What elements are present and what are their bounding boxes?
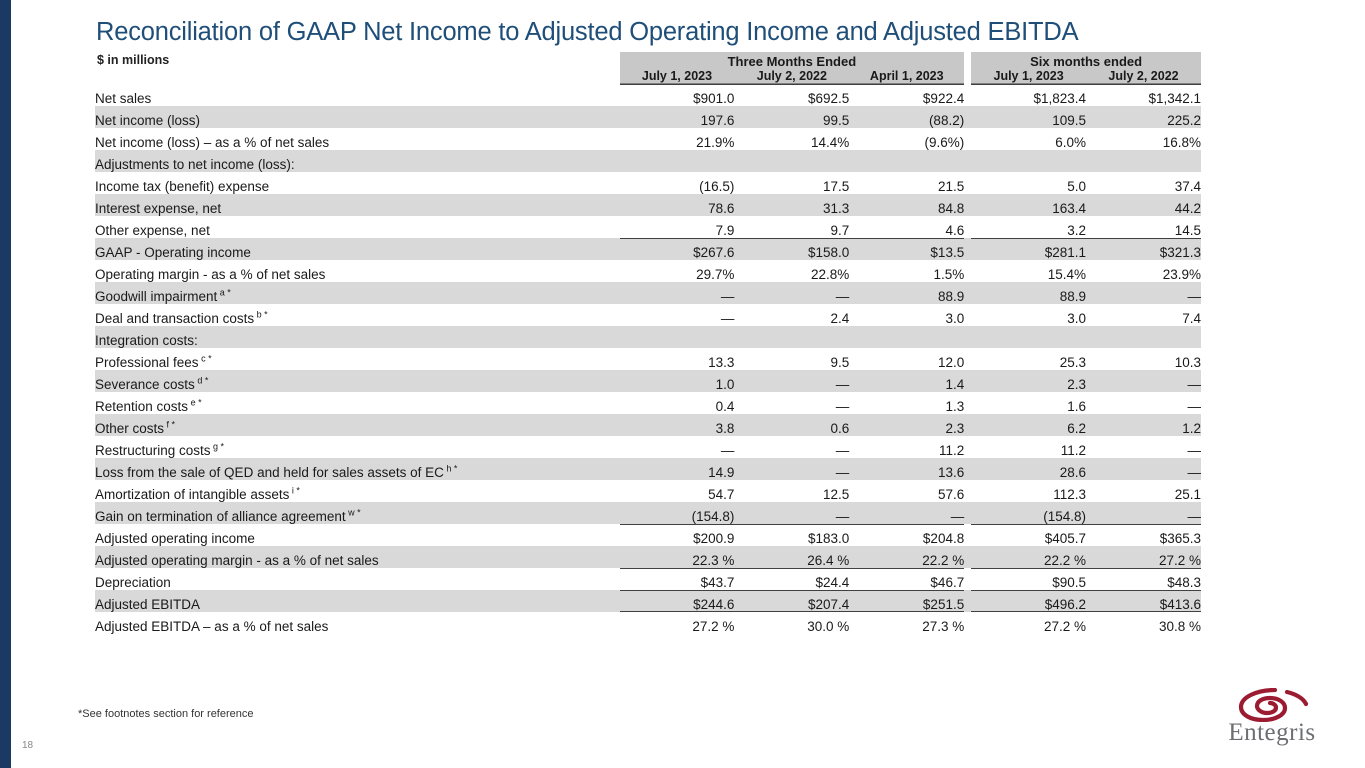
row-label: Adjusted EBITDA – as a % of net sales (95, 612, 620, 634)
column-gap (964, 370, 971, 392)
row-value: 11.2 (971, 436, 1086, 458)
row-value: $267.6 (620, 238, 735, 260)
table-row (95, 502, 1201, 524)
column-gap (964, 502, 971, 524)
row-value: 5.0 (971, 172, 1086, 194)
row-value (849, 150, 964, 172)
row-value: (9.6%) (849, 128, 964, 150)
row-value: 31.3 (734, 194, 849, 216)
left-accent-bar (0, 0, 11, 768)
row-value: 2.3 (849, 414, 964, 436)
table-row (95, 546, 1201, 568)
row-value (849, 326, 964, 348)
table-row (95, 612, 1201, 634)
units-label-cell (95, 52, 620, 69)
row-value: 57.6 (849, 480, 964, 502)
row-value: 2.3 (971, 370, 1086, 392)
row-value: 1.5% (849, 260, 964, 282)
row-value: 11.2 (849, 436, 964, 458)
row-value: 78.6 (620, 194, 735, 216)
row-value (971, 150, 1086, 172)
table-row (95, 128, 1201, 150)
row-value: — (734, 502, 849, 524)
footnote-marker: i * (289, 485, 300, 496)
table-row (95, 216, 1201, 238)
column-header-1: July 2, 2022 (734, 69, 849, 84)
row-value (1086, 150, 1201, 172)
row-value: 44.2 (1086, 194, 1201, 216)
column-gap (964, 546, 971, 568)
row-value: $244.6 (620, 590, 735, 612)
row-value: (154.8) (971, 502, 1086, 524)
row-value: $24.4 (734, 568, 849, 590)
row-value: 22.2 % (849, 546, 964, 568)
row-value: 22.8% (734, 260, 849, 282)
column-header-2: April 1, 2023 (849, 69, 964, 84)
row-value: 37.4 (1086, 172, 1201, 194)
table-row (95, 348, 1201, 370)
row-label: Loss from the sale of QED and held for sales assets of EC $^{h *}$ (95, 458, 620, 480)
group-header-three-months: Three Months Ended (620, 52, 965, 69)
table-row (95, 524, 1201, 546)
column-gap (964, 238, 971, 260)
row-value: 27.2 % (971, 612, 1086, 634)
row-label: Net income (loss) (95, 106, 620, 128)
row-value: (154.8) (620, 502, 735, 524)
row-value: 54.7 (620, 480, 735, 502)
column-gap (964, 84, 971, 107)
column-gap (964, 282, 971, 304)
footnote-marker: w * (345, 507, 361, 518)
row-value: 17.5 (734, 172, 849, 194)
row-value: — (734, 458, 849, 480)
table-row (95, 260, 1201, 282)
column-gap (964, 172, 971, 194)
column-gap (964, 304, 971, 326)
row-value: 15.4% (971, 260, 1086, 282)
table-row (95, 590, 1201, 612)
row-value: — (1086, 458, 1201, 480)
column-gap (964, 612, 971, 634)
row-value: 2.4 (734, 304, 849, 326)
column-gap (964, 480, 971, 502)
row-value: 21.9% (620, 128, 735, 150)
table-row (95, 84, 1201, 107)
row-value: $1,823.4 (971, 84, 1086, 107)
column-header-0: July 1, 2023 (620, 69, 735, 84)
row-value: 1.4 (849, 370, 964, 392)
row-value: 12.0 (849, 348, 964, 370)
table-row (95, 370, 1201, 392)
column-gap (964, 524, 971, 546)
row-value: $321.3 (1086, 238, 1201, 260)
row-value (620, 326, 735, 348)
row-value: $692.5 (734, 84, 849, 107)
row-value: — (1086, 370, 1201, 392)
row-value: 3.0 (971, 304, 1086, 326)
table-row (95, 282, 1201, 304)
column-gap (964, 568, 971, 590)
row-value: $183.0 (734, 524, 849, 546)
row-value: $43.7 (620, 568, 735, 590)
row-label: Other expense, net (95, 216, 620, 238)
row-label: Professional fees $^{c *}$ (95, 348, 620, 370)
row-value: 12.5 (734, 480, 849, 502)
table-row (95, 194, 1201, 216)
column-gap (964, 348, 971, 370)
row-value: 88.9 (849, 282, 964, 304)
row-value: 3.0 (849, 304, 964, 326)
row-value: 30.0 % (734, 612, 849, 634)
row-value (971, 326, 1086, 348)
row-value (734, 326, 849, 348)
column-gap (964, 392, 971, 414)
row-value: 9.5 (734, 348, 849, 370)
row-value: 84.8 (849, 194, 964, 216)
column-header-gap (964, 69, 971, 84)
row-value: 14.5 (1086, 216, 1201, 238)
row-label: Depreciation (95, 568, 620, 590)
column-gap (964, 414, 971, 436)
table-row (95, 414, 1201, 436)
row-value: (88.2) (849, 106, 964, 128)
footnote-marker: h * (443, 463, 458, 474)
page-title: Reconciliation of GAAP Net Income to Adjusted Operating Income and Adjusted EBITDA (96, 18, 1079, 46)
row-value: 14.4% (734, 128, 849, 150)
row-value (1086, 326, 1201, 348)
row-value: $158.0 (734, 238, 849, 260)
row-value: 10.3 (1086, 348, 1201, 370)
row-value: 28.6 (971, 458, 1086, 480)
row-value: — (734, 370, 849, 392)
row-value: — (620, 304, 735, 326)
units-label: $ in millions (97, 53, 170, 67)
row-value: 14.9 (620, 458, 735, 480)
row-label: Adjusted EBITDA (95, 590, 620, 612)
row-value: — (849, 502, 964, 524)
company-logo (1207, 688, 1337, 750)
row-value: 13.6 (849, 458, 964, 480)
row-value: $13.5 (849, 238, 964, 260)
row-value: 1.0 (620, 370, 735, 392)
row-value: 163.4 (971, 194, 1086, 216)
row-value: — (620, 282, 735, 304)
reconciliation-table (95, 52, 1201, 634)
row-value: 112.3 (971, 480, 1086, 502)
row-value: 6.2 (971, 414, 1086, 436)
row-value: 1.6 (971, 392, 1086, 414)
row-value: 109.5 (971, 106, 1086, 128)
row-value: $204.8 (849, 524, 964, 546)
table-row (95, 326, 1201, 348)
row-label: Operating margin - as a % of net sales (95, 260, 620, 282)
table-body (95, 84, 1201, 635)
row-value: $200.9 (620, 524, 735, 546)
table-row (95, 106, 1201, 128)
row-value: — (734, 436, 849, 458)
row-value: $405.7 (971, 524, 1086, 546)
row-value: — (734, 282, 849, 304)
row-value: 1.2 (1086, 414, 1201, 436)
row-value: 7.4 (1086, 304, 1201, 326)
row-value: 225.2 (1086, 106, 1201, 128)
column-gap (964, 106, 971, 128)
table-row (95, 568, 1201, 590)
row-value: $496.2 (971, 590, 1086, 612)
row-value: $48.3 (1086, 568, 1201, 590)
row-value: 7.9 (620, 216, 735, 238)
group-header-gap (964, 52, 971, 69)
row-value: 29.7% (620, 260, 735, 282)
row-value: 0.6 (734, 414, 849, 436)
row-label: Goodwill impairment $^{a *}$ (95, 282, 620, 304)
row-value: — (1086, 282, 1201, 304)
row-value: (16.5) (620, 172, 735, 194)
column-header-3: July 1, 2023 (971, 69, 1086, 84)
table-row (95, 150, 1201, 172)
table-row (95, 392, 1201, 414)
row-label: Gain on termination of alliance agreement $^{w *}$ (95, 502, 620, 524)
row-value: 16.8% (1086, 128, 1201, 150)
row-value: 22.2 % (971, 546, 1086, 568)
row-value: 30.8 % (1086, 612, 1201, 634)
row-value: 22.3 % (620, 546, 735, 568)
row-value: 1.3 (849, 392, 964, 414)
column-gap (964, 436, 971, 458)
entegris-wordmark: Entegris (1228, 719, 1316, 746)
row-value: — (734, 392, 849, 414)
row-value: 27.2 % (1086, 546, 1201, 568)
row-label: Adjusted operating income (95, 524, 620, 546)
table-group-header-row (95, 52, 1201, 69)
row-value: 25.1 (1086, 480, 1201, 502)
row-label: Adjustments to net income (loss): (95, 150, 620, 172)
footnote-marker: d * (194, 375, 209, 386)
entegris-swoosh-icon (1235, 688, 1309, 722)
footnote-marker: e * (188, 397, 202, 408)
footnote-marker: g * (210, 441, 225, 452)
table-row (95, 304, 1201, 326)
row-value: $413.6 (1086, 590, 1201, 612)
row-value: 27.3 % (849, 612, 964, 634)
row-value: — (1086, 392, 1201, 414)
table-row (95, 172, 1201, 194)
row-value: 0.4 (620, 392, 735, 414)
row-value: $251.5 (849, 590, 964, 612)
row-label: Restructuring costs $^{g *}$ (95, 436, 620, 458)
row-value: 3.8 (620, 414, 735, 436)
row-value (620, 150, 735, 172)
column-gap (964, 194, 971, 216)
row-value: 6.0% (971, 128, 1086, 150)
row-value: 9.7 (734, 216, 849, 238)
footnote-marker: b * (254, 309, 268, 320)
row-value: 88.9 (971, 282, 1086, 304)
row-value: 27.2 % (620, 612, 735, 634)
table-row (95, 436, 1201, 458)
row-value: 23.9% (1086, 260, 1201, 282)
group-header-six-months: Six months ended (971, 52, 1201, 69)
column-gap (964, 260, 971, 282)
row-value: $281.1 (971, 238, 1086, 260)
footnote-marker: f * (164, 419, 176, 430)
row-label: Integration costs: (95, 326, 620, 348)
row-value: $207.4 (734, 590, 849, 612)
row-label: Adjusted operating margin - as a % of net sales (95, 546, 620, 568)
column-gap (964, 458, 971, 480)
row-label: Net sales (95, 84, 620, 107)
row-label: Deal and transaction costs $^{b *}$ (95, 304, 620, 326)
row-label: Amortization of intangible assets $^{i *}$ (95, 480, 620, 502)
row-value: $365.3 (1086, 524, 1201, 546)
table-row (95, 458, 1201, 480)
footnote-marker: c * (198, 353, 212, 364)
row-value: 26.4 % (734, 546, 849, 568)
row-value: $901.0 (620, 84, 735, 107)
row-label: GAAP - Operating income (95, 238, 620, 260)
column-header-blank (95, 69, 620, 84)
column-gap (964, 590, 971, 612)
row-value: 4.6 (849, 216, 964, 238)
row-value: 13.3 (620, 348, 735, 370)
row-label: Income tax (benefit) expense (95, 172, 620, 194)
row-label: Retention costs $^{e *}$ (95, 392, 620, 414)
row-value: 25.3 (971, 348, 1086, 370)
row-value: $90.5 (971, 568, 1086, 590)
table-column-header-row (95, 69, 1201, 84)
row-label: Net income (loss) – as a % of net sales (95, 128, 620, 150)
footnote-reference: *See footnotes section for reference (78, 708, 254, 720)
column-gap (964, 216, 971, 238)
column-header-4: July 2, 2022 (1086, 69, 1201, 84)
table-row (95, 238, 1201, 260)
column-gap (964, 150, 971, 172)
row-label: Severance costs $^{d *}$ (95, 370, 620, 392)
row-value (734, 150, 849, 172)
row-value: — (620, 436, 735, 458)
table-row (95, 480, 1201, 502)
row-value: 99.5 (734, 106, 849, 128)
page-number: 18 (22, 740, 34, 751)
row-value: — (1086, 436, 1201, 458)
row-value: 3.2 (971, 216, 1086, 238)
column-gap (964, 128, 971, 150)
row-value: $922.4 (849, 84, 964, 107)
row-value: 197.6 (620, 106, 735, 128)
column-gap (964, 326, 971, 348)
row-value: $46.7 (849, 568, 964, 590)
row-label: Interest expense, net (95, 194, 620, 216)
row-value: $1,342.1 (1086, 84, 1201, 107)
row-value: — (1086, 502, 1201, 524)
footnote-marker: a * (217, 287, 231, 298)
row-value: 21.5 (849, 172, 964, 194)
row-label: Other costs $^{f *}$ (95, 414, 620, 436)
